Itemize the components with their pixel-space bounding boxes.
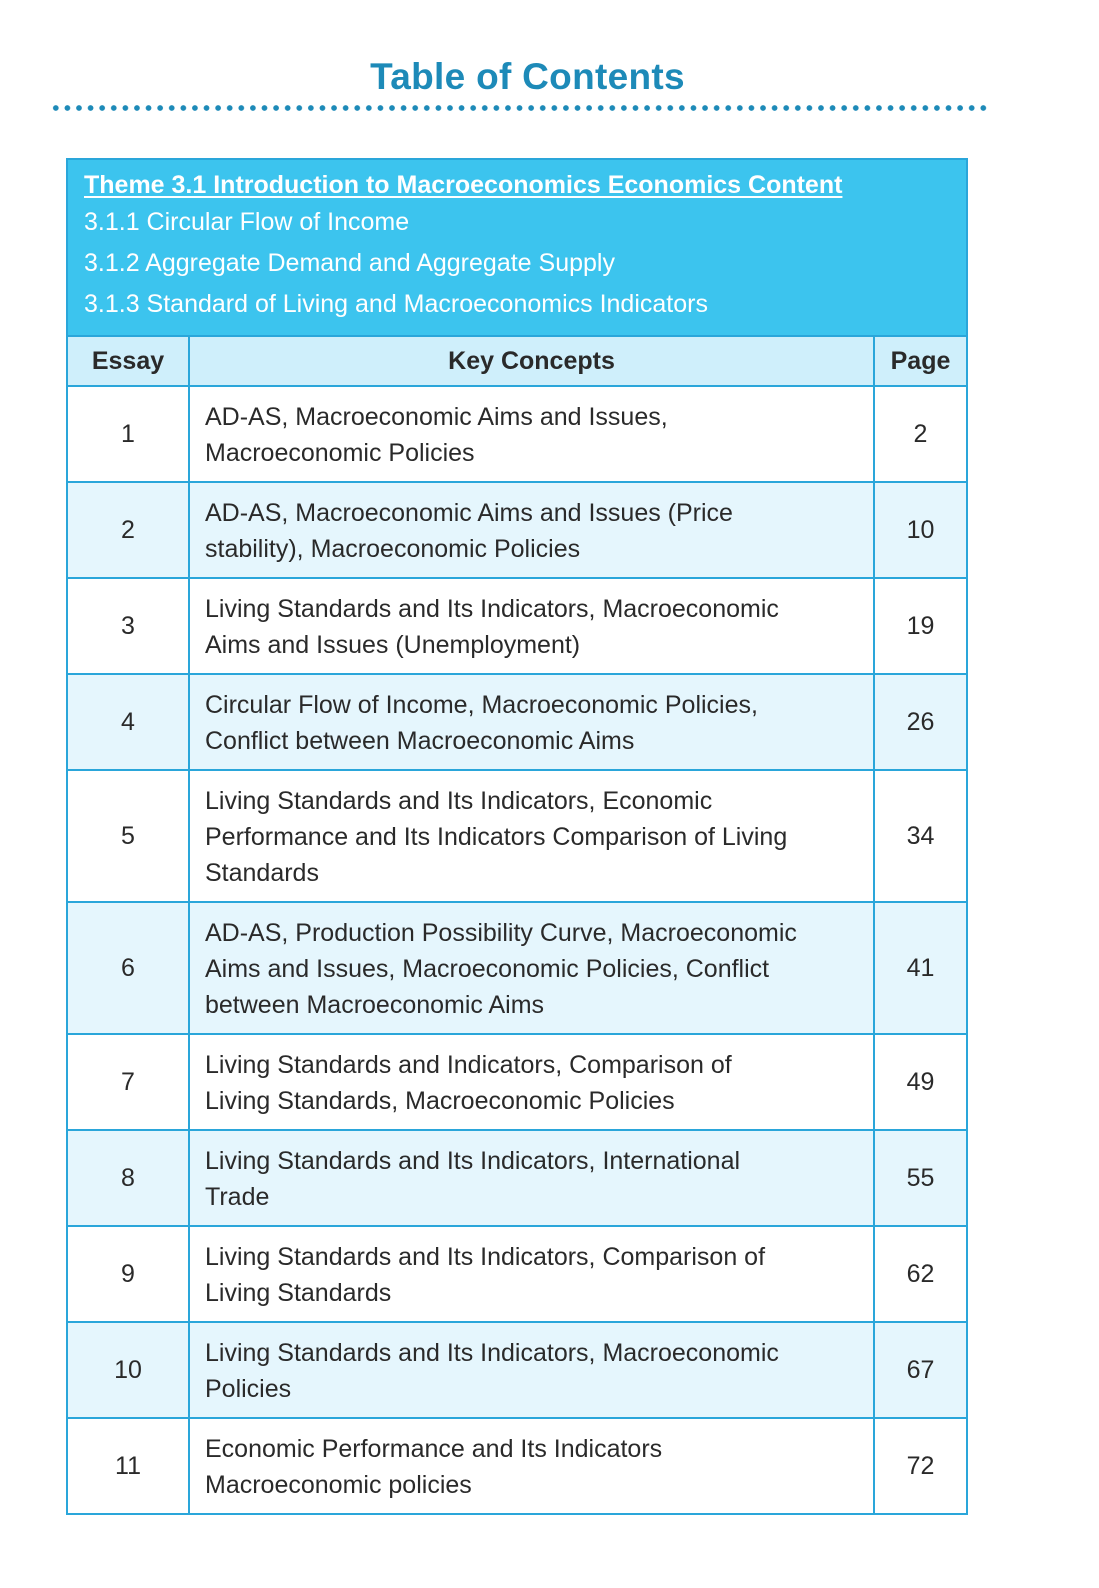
- page-number[interactable]: 49: [874, 1034, 966, 1130]
- table-row[interactable]: [68, 1226, 966, 1322]
- page-title: Table of Contents: [370, 56, 685, 97]
- key-concepts-cell: [189, 902, 874, 1034]
- key-concepts-cell: [189, 1418, 874, 1513]
- key-concept-line: Living Standards and Its Indicators, Macroeconomic: [205, 1339, 779, 1367]
- key-concept-line: Circular Flow of Income, Macroeconomic Policies,: [205, 691, 758, 719]
- key-concept-line: Aims and Issues, Macroeconomic Policies, Conflict: [205, 955, 770, 983]
- page-number[interactable]: 19: [874, 578, 966, 674]
- key-concepts-cell: [189, 1322, 874, 1418]
- table-row[interactable]: [68, 1322, 966, 1418]
- key-concept-line: Aims and Issues (Unemployment): [205, 631, 581, 659]
- key-concept-line: Performance and Its Indicators Comparison of Living: [205, 823, 788, 851]
- key-concept-line: Standards: [205, 859, 319, 887]
- key-concept-line: Living Standards and Indicators, Comparison of: [205, 1051, 732, 1079]
- table-row[interactable]: [68, 578, 966, 674]
- key-concepts-cell: [189, 674, 874, 770]
- key-concept-line: AD-AS, Macroeconomic Aims and Issues (Price: [205, 499, 733, 527]
- key-concept-line: Policies: [205, 1375, 292, 1403]
- page-number[interactable]: 62: [874, 1226, 966, 1322]
- essay-number: 4: [68, 674, 189, 770]
- page-number[interactable]: 41: [874, 902, 966, 1034]
- key-concept-line: Living Standards: [205, 1279, 392, 1307]
- page-column-header: Page: [874, 337, 966, 386]
- key-concepts-column-header: Key Concepts: [189, 337, 874, 386]
- table-row[interactable]: [68, 674, 966, 770]
- key-concepts-cell: [189, 770, 874, 902]
- key-concept-line: Living Standards and Its Indicators, Macroeconomic: [205, 595, 779, 623]
- key-concepts-cell: [189, 482, 874, 578]
- table-row[interactable]: [68, 1034, 966, 1130]
- essay-number: 7: [68, 1034, 189, 1130]
- table-row[interactable]: [68, 386, 966, 482]
- table-body: [68, 386, 966, 1513]
- page-number[interactable]: 26: [874, 674, 966, 770]
- subtopic-standard-of-living: 3.1.3 Standard of Living and Macroeconomics Indicators: [84, 290, 708, 318]
- page-number[interactable]: 10: [874, 482, 966, 578]
- essay-table: [68, 337, 966, 1513]
- key-concepts-cell: [189, 1034, 874, 1130]
- page-number[interactable]: 72: [906, 1452, 935, 1480]
- essay-number: 11: [68, 1418, 189, 1513]
- toc-box: [66, 158, 968, 1515]
- table-row[interactable]: [68, 1418, 966, 1513]
- key-concept-line: AD-AS, Production Possibility Curve, Macroeconomic: [205, 919, 797, 947]
- essay-number: 2: [68, 482, 189, 578]
- key-concepts-cell: [189, 1130, 874, 1226]
- table-row[interactable]: [68, 482, 966, 578]
- essay-number: 3: [68, 578, 189, 674]
- key-concepts-cell: [189, 578, 874, 674]
- theme-header: [68, 160, 966, 337]
- table-row[interactable]: [68, 902, 966, 1034]
- key-concept-line: Macroeconomic policies: [205, 1471, 472, 1499]
- key-concept-line: AD-AS, Macroeconomic Aims and Issues,: [205, 403, 668, 431]
- table-header-row: [68, 337, 966, 386]
- key-concept-line: Living Standards and Its Indicators, Economic: [205, 787, 713, 815]
- key-concept-line: between Macroeconomic Aims: [205, 991, 545, 1019]
- key-concepts-cell: [189, 386, 874, 482]
- essay-number: 10: [68, 1322, 189, 1418]
- key-concept-line: Trade: [205, 1183, 270, 1211]
- page-number[interactable]: 34: [874, 770, 966, 902]
- key-concept-line: Economic Performance and Its Indicators: [205, 1435, 663, 1463]
- key-concept-line: Living Standards and Its Indicators, International: [205, 1147, 741, 1175]
- dotted-divider: [50, 103, 990, 113]
- essay-number: 6: [68, 902, 189, 1034]
- key-concept-line: Macroeconomic Policies: [205, 439, 475, 467]
- page-number[interactable]: 2: [874, 386, 966, 482]
- key-concept-line: Living Standards, Macroeconomic Policies: [205, 1087, 675, 1115]
- essay-number: 5: [68, 770, 189, 902]
- page-number[interactable]: 67: [874, 1322, 966, 1418]
- key-concept-line: Living Standards and Its Indicators, Comparison of: [205, 1243, 766, 1271]
- essay-number: 9: [68, 1226, 189, 1322]
- table-row[interactable]: [68, 1130, 966, 1226]
- key-concept-line: Conflict between Macroeconomic Aims: [205, 727, 635, 755]
- essay-column-header: Essay: [68, 337, 189, 386]
- subtopic-ad-as: 3.1.2 Aggregate Demand and Aggregate Supply: [84, 249, 615, 277]
- page-number[interactable]: 55: [874, 1130, 966, 1226]
- key-concepts-cell: [189, 1226, 874, 1322]
- essay-number: 8: [68, 1130, 189, 1226]
- theme-title[interactable]: Theme 3.1 Introduction to Macroeconomics Economics Content: [84, 171, 843, 199]
- key-concept-line: stability), Macroeconomic Policies: [205, 535, 581, 563]
- essay-number: 1: [68, 386, 189, 482]
- table-row[interactable]: [68, 770, 966, 902]
- subtopic-circular-flow: 3.1.1 Circular Flow of Income: [84, 208, 410, 236]
